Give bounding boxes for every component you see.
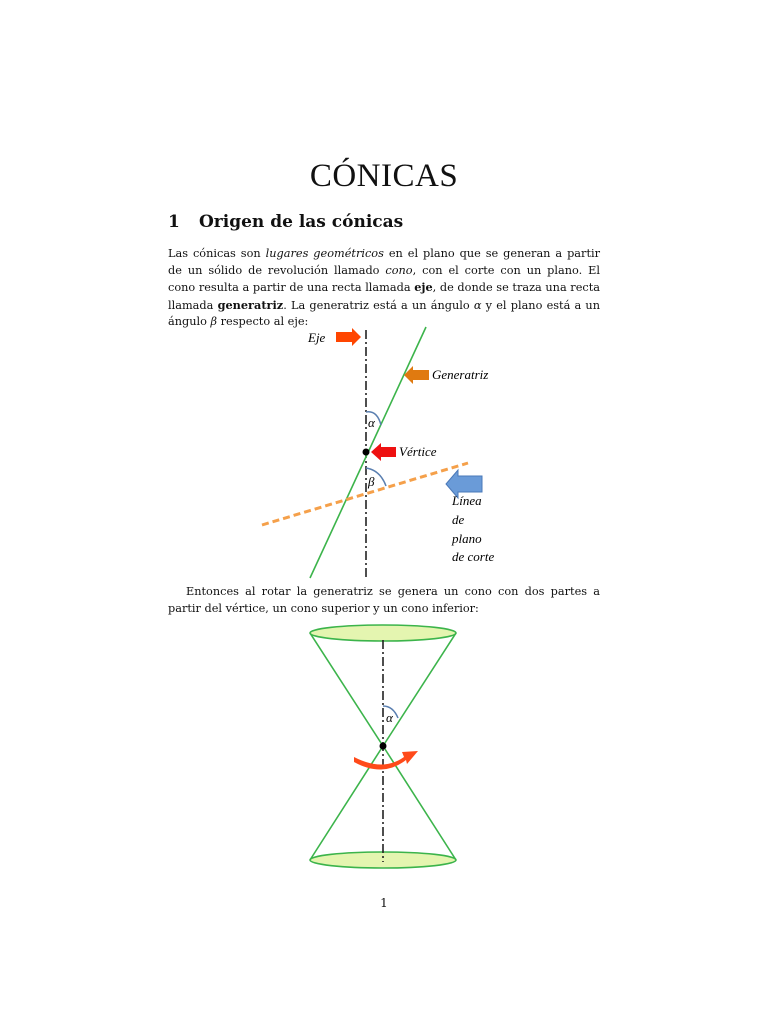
- vertice-label: Vértice: [399, 444, 437, 459]
- document-title: CÓNICAS: [309, 158, 459, 194]
- generatriz-label: Generatriz: [432, 367, 489, 382]
- text-run: y el plano está a un ángulo: [168, 298, 600, 329]
- cone-alpha-label: α: [386, 710, 393, 725]
- cone-edge-upper-left: [310, 633, 383, 746]
- page-number: 1: [380, 896, 388, 910]
- cone-vertex-point: [380, 743, 387, 750]
- cone-edge-lower-left: [310, 746, 383, 860]
- alpha-label: α: [368, 415, 375, 430]
- text-run: respecto al eje:: [217, 315, 309, 329]
- text-run: , de donde se traza una recta llamada: [168, 281, 600, 312]
- cone-edge-upper-right: [383, 633, 456, 746]
- term-lugares-geometricos: lugares geométricos: [265, 247, 384, 260]
- term-eje: eje: [414, 280, 433, 295]
- beta-label: β: [368, 474, 375, 489]
- section-number: 1: [168, 212, 180, 232]
- symbol-beta: β: [210, 315, 218, 329]
- linea-label-line-2: de: [452, 512, 465, 527]
- linea-label-line-1: Línea: [452, 493, 482, 508]
- text-run: . La generatriz está a un ángulo: [283, 298, 474, 312]
- text-run: , con el corte con un plano. El cono resulta a partir de una recta llamada: [168, 263, 600, 295]
- rotation-arrow-icon: [354, 751, 418, 770]
- term-generatriz: generatriz: [217, 297, 284, 312]
- linea-label-line-4: de corte: [452, 549, 495, 564]
- text-run: en el plano que se generan a partir de un sólido de revolución llamado: [168, 247, 600, 277]
- term-cono: cono: [385, 263, 413, 277]
- rotation-paragraph: Entonces al rotar la generatriz se genera un cono con dos partes a partir del vértice, un cono superior y un cono inferior:: [168, 585, 600, 615]
- lower-cone-base: [310, 852, 456, 868]
- text-run: Las cónicas son: [168, 247, 266, 260]
- symbol-alpha: α: [473, 298, 482, 312]
- section-title: Origen de las cónicas: [199, 212, 404, 232]
- upper-cone-base: [310, 625, 456, 641]
- linea-label-line-3: plano: [452, 531, 482, 546]
- eje-label: Eje: [308, 330, 326, 345]
